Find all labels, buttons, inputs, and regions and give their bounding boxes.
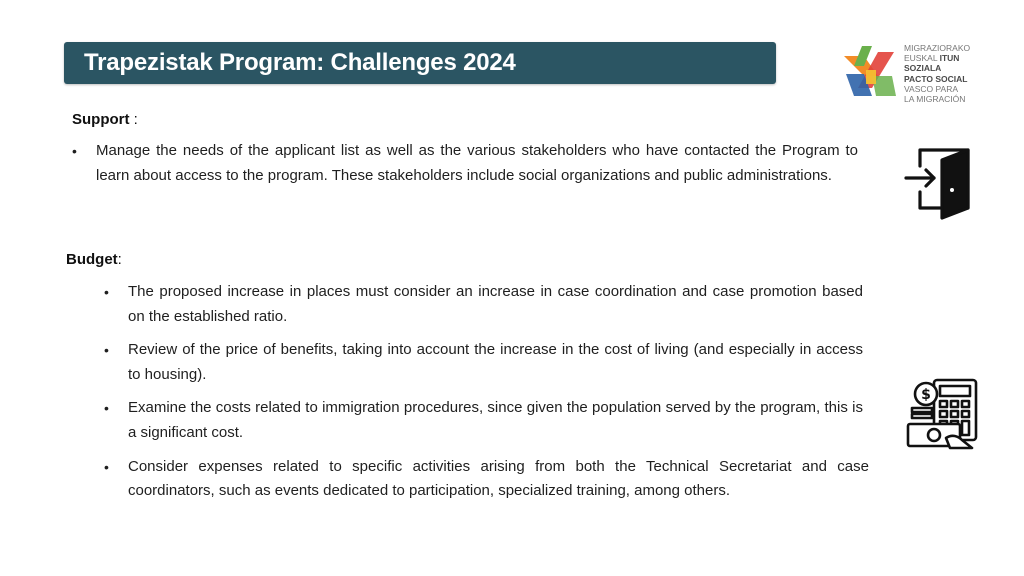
bullet-icon: • [104, 284, 109, 300]
bullet-icon: • [104, 342, 109, 359]
page-title: Trapezistak Program: Challenges 2024 [84, 49, 516, 76]
pacto-social-logo [842, 44, 972, 102]
logo-line: PACTO SOCIAL [904, 74, 968, 85]
budget-calculator-icon [906, 378, 980, 450]
title-bar [64, 42, 776, 84]
budget-label: Budget [66, 251, 118, 268]
bullet-icon: • [72, 143, 77, 159]
list-item [72, 139, 858, 188]
list-item-text: Manage the needs of the applicant list as well as the various stakeholders who have contacted the Program to learn about access to the program. These stakeholders include social organizations and public administrations. [96, 142, 858, 184]
support-suffix: : [129, 111, 138, 128]
bullet-icon: • [104, 458, 109, 475]
support-list [72, 139, 858, 188]
logo-text [904, 44, 970, 105]
bullet-icon: • [104, 400, 109, 417]
logo-line: VASCO PARA [904, 84, 959, 95]
list-item [104, 455, 869, 504]
budget-list [104, 280, 869, 513]
support-heading [72, 110, 138, 130]
door-enter-icon [904, 146, 972, 222]
list-item-text: The proposed increase in places must consider an increase in case coordination and case promotion based on the established ratio. [128, 283, 863, 325]
budget-suffix: : [117, 251, 122, 268]
logo-line: SOZIALA [904, 62, 942, 73]
list-item [104, 280, 863, 329]
svg-text:$: $ [921, 387, 931, 403]
list-item-text: Examine the costs related to immigration procedures, since given the population served by the program, this is a significant cost. [128, 399, 863, 441]
logo-line: EUSKAL [904, 52, 940, 63]
logo-line: ITUN [939, 52, 960, 63]
budget-heading [66, 250, 122, 270]
logo-mark-icon [842, 44, 900, 102]
list-item-text: Consider expenses related to specific activities arising from both the Technical Secretariat and case coordinators, such as events dedicated to participation, specialized training, among others. [128, 457, 869, 500]
logo-line: LA MIGRACIÓN [904, 93, 966, 104]
support-label: Support [72, 111, 130, 128]
list-item-text: Review of the price of benefits, taking into account the increase in the cost of living (and especially in access to housing). [128, 341, 863, 383]
logo-line: MIGRAZIORAKO [904, 43, 971, 53]
list-item [104, 338, 863, 387]
list-item [104, 396, 863, 445]
